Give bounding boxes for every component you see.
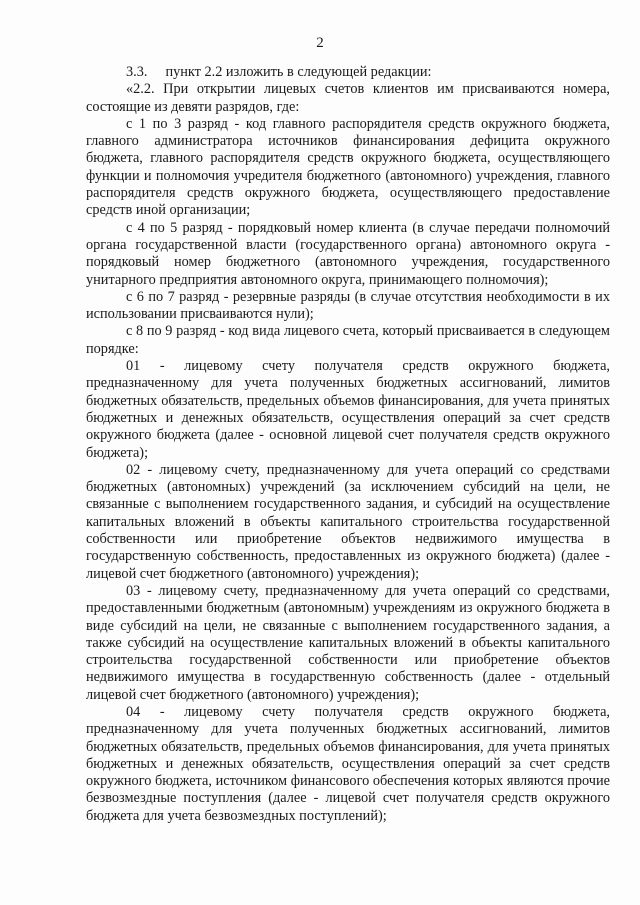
paragraph-code-02: 02 - лицевому счету, предназначенному для учета операций со средствами бюджетных (автономных) учреждений (за исключением субсидий на цели, не связанные с выполнением государственного задания, и субсидий на осуществление капитальных вложений в объекты капитального строительства государственной собственности или приобретение объектов недвижимого имущества в государственную собственность, предоставленных из окружного бюджета) (далее - лицевой счет бюджетного (автономного) учреждения); <box>86 461 610 582</box>
paragraph-2-2-intro: «2.2. При открытии лицевых счетов клиентов им присваиваются номера, состоящие из девяти разрядов, где: <box>86 81 610 115</box>
page-number: 2 <box>316 35 324 51</box>
paragraph-code-04: 04 - лицевому счету получателя средств окружного бюджета, предназначенному для учета полученных бюджетных ассигнований, лимитов бюджетных обязательств, предельных объемов финансирования, для учета принятых бюджетных и денежных обязательств, осуществления операций за счет средств окружного бюджета, источником финансового обеспечения которых являются прочие безвозмездные поступления (далее - лицевой счет получателя средств окружного бюджета для учета безвозмездных поступлений); <box>86 703 610 824</box>
paragraph-digits-6-7: с 6 по 7 разряд - резервные разряды (в случае отсутствия необходимости в их использовании присваиваются нули); <box>86 288 610 323</box>
paragraph-digits-8-9: с 8 по 9 разряд - код вида лицевого счета, который присваивается в следующем порядке: <box>86 323 610 357</box>
paragraph-digits-1-3: с 1 по 3 разряд - код главного распорядителя средств окружного бюджета, главного администратора источников финансирования дефицита окружного бюджета, главного распорядителя средств окружного бюджета, осуществляющего функции и полномочия учредителя бюджетного (автономного) учреждения, главного распорядителя средств окружного бюджета, осуществляющего предоставление средств иной организации; <box>86 115 610 219</box>
section-text: пункт 2.2 изложить в следующей редакции: <box>165 64 432 80</box>
paragraph-code-03: 03 - лицевому счету, предназначенному для учета операций со средствами, предоставленными бюджетным (автономным) учреждениям из окружного бюджета в виде субсидий на цели, не связанные с выполнением государственного задания, а также субсидий на осуществление капитальных вложений в объекты капитального строительства государственной собственности или приобретение объектов недвижимого имущества в государственную собственность (далее - отдельный лицевой счет бюджетного (автономного) учреждения); <box>86 582 610 703</box>
paragraph-digits-4-5: с 4 по 5 разряд - порядковый номер клиента (в случае передачи полномочий органа государственной власти (государственного органа) автономного округа - порядковый номер бюджетного (автономного учреждения, государственного унитарного предприятия автономного округа, принимающего полномочия); <box>86 219 610 288</box>
paragraph-code-01: 01 - лицевому счету получателя средств окружного бюджета, предназначенному для учета полученных бюджетных ассигнований, лимитов бюджетных обязательств, предельных объемов финансирования, для учета принятых бюджетных и денежных обязательств, осуществления операций за счет средств окружного бюджета (далее - основной лицевой счет получателя средств окружного бюджета); <box>86 358 610 461</box>
document-body <box>86 64 610 825</box>
section-number: 3.3. <box>126 64 148 80</box>
section-heading <box>86 64 610 81</box>
